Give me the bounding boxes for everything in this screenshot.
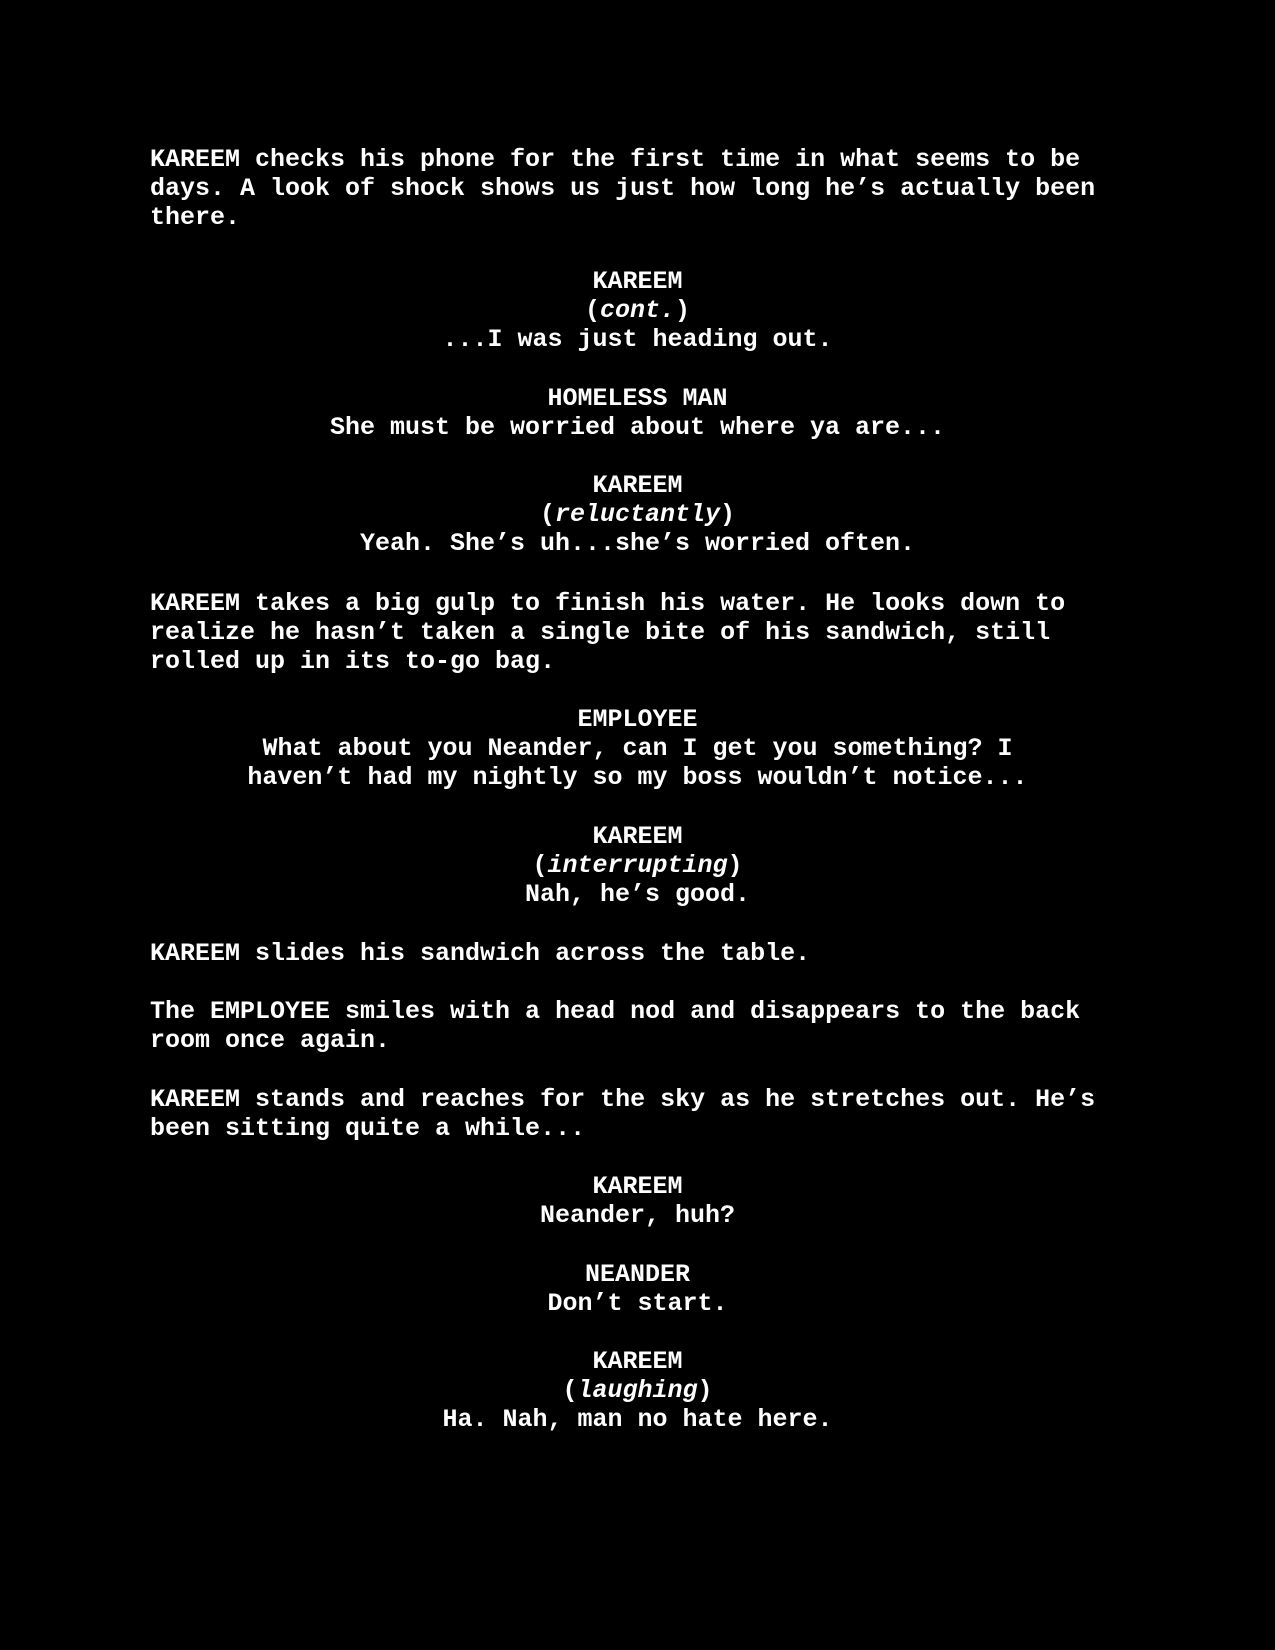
character-cue: KAREEM [592, 471, 683, 500]
character-cue: EMPLOYEE [577, 705, 698, 734]
action-line: been sitting quite a while... [150, 1114, 586, 1143]
character-cue: KAREEM [592, 1347, 683, 1376]
action-line: KAREEM checks his phone for the first time in what seems to be [150, 145, 1081, 174]
action-line: realize he hasn’t taken a single bite of his sandwich, still [150, 618, 1051, 647]
action-block [150, 589, 1140, 676]
parenthetical: (cont.) [584, 296, 691, 325]
dialogue-line: Ha. Nah, man no hate here. [442, 1405, 833, 1434]
dialogue-line: She must be worried about where ya are... [329, 413, 946, 442]
parenthetical: (interrupting) [532, 851, 743, 880]
dialogue-block [150, 1260, 1125, 1318]
dialogue-block [150, 705, 1125, 792]
dialogue-block [150, 1172, 1125, 1230]
action-line: there. [150, 203, 241, 232]
parenthetical-text: reluctantly [554, 500, 721, 529]
dialogue-line: Don’t start. [547, 1289, 728, 1318]
action-line: room once again. [150, 1026, 391, 1055]
action-line: days. A look of shock shows us just how long he’s actually been [150, 174, 1096, 203]
character-cue: HOMELESS MAN [547, 384, 728, 413]
parenthetical-text: cont. [599, 296, 675, 325]
parenthetical-text: interrupting [547, 851, 728, 880]
parenthetical-text: laughing [577, 1376, 698, 1405]
dialogue-line: Neander, huh? [539, 1201, 736, 1230]
action-line: The EMPLOYEE smiles with a head nod and disappears to the back [150, 997, 1081, 1026]
dialogue-line: Yeah. She’s uh...she’s worried often. [359, 529, 916, 558]
action-line: rolled up in its to-go bag. [150, 647, 556, 676]
action-line: KAREEM stands and reaches for the sky as he stretches out. He’s [150, 1085, 1096, 1114]
action-block [150, 939, 1140, 968]
dialogue-block [150, 267, 1125, 354]
action-block [150, 997, 1140, 1055]
action-line: KAREEM takes a big gulp to finish his water. He looks down to [150, 589, 1066, 618]
action-block [150, 145, 1140, 232]
dialogue-block [150, 822, 1125, 909]
character-cue: KAREEM [592, 1172, 683, 1201]
character-cue: NEANDER [584, 1260, 691, 1289]
parenthetical: (laughing) [562, 1376, 713, 1405]
action-block [150, 1085, 1140, 1143]
dialogue-line: Nah, he’s good. [524, 880, 751, 909]
dialogue-line: haven’t had my nightly so my boss wouldn’t notice... [247, 763, 1028, 792]
dialogue-block [150, 384, 1125, 442]
dialogue-line: What about you Neander, can I get you something? I [262, 734, 1013, 763]
action-line: KAREEM slides his sandwich across the table. [150, 939, 811, 968]
dialogue-block [150, 1347, 1125, 1434]
dialogue-line: ...I was just heading out. [442, 325, 833, 354]
dialogue-block [150, 471, 1125, 558]
character-cue: KAREEM [592, 267, 683, 296]
character-cue: KAREEM [592, 822, 683, 851]
parenthetical: (reluctantly) [539, 500, 736, 529]
